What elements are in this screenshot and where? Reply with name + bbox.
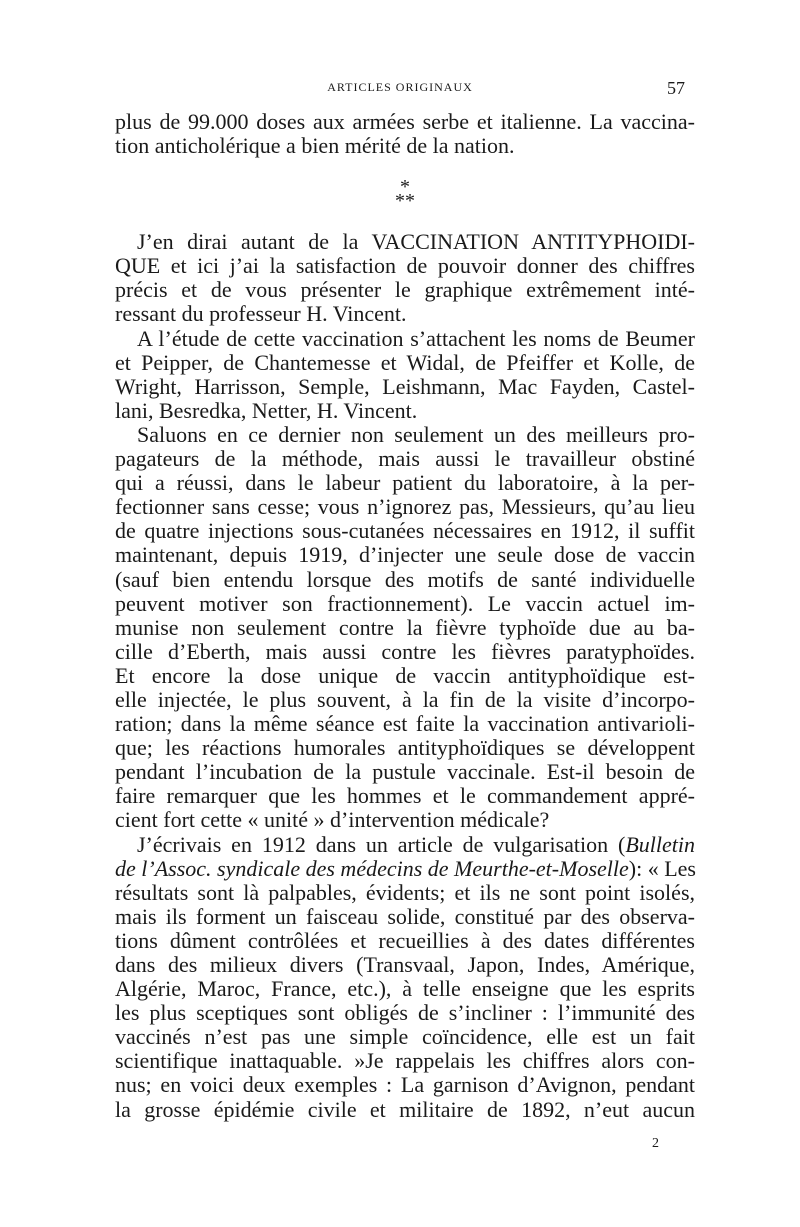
text-line: tions dûment contrôlées et recueillies à des dates différentes [115,927,695,953]
text-line: Saluons en ce dernier non seulement un des meilleurs pro- [137,421,695,447]
page-number: 57 [667,78,685,98]
text-line: ressant du professeur H. Vincent. [115,301,407,327]
text-line: Et encore la dose unique de vaccin antityphoïdique est- [115,662,695,688]
text-line: plus de 99.000 doses aux armées serbe et italienne. La vaccina- [115,109,695,134]
asterism: * ** [395,176,415,213]
text-line: nus; en voici deux exemples : La garnison d’Avignon, pendant [115,1072,695,1098]
text-line: A l’étude de cette vaccination s’attachent les noms de Beumer [137,325,695,351]
text-line: vaccinés n’est pas une simple coïncidence, elle est un fait [115,1024,695,1050]
text-line: (sauf bien entendu lorsque des motifs de santé individuelle [115,566,695,592]
signature-mark: 2 [652,1136,659,1151]
text-line: précis et de vous présenter le graphique extrêmement inté- [115,277,695,303]
text-line: que; les réactions humorales antityphoïdiques se développent [115,735,695,761]
text-line: maintenant, depuis 1919, d’injecter une seule dose de vaccin [115,542,695,568]
text-line-with-citation [115,833,695,857]
text-line: dans des milieux divers (Transvaal, Japon, Indes, Amérique, [115,952,695,977]
text-line: faire remarquer que les hommes et le commandement appré- [115,783,695,809]
citation-title: de l’Assoc. syndicale des médecins de Meurthe-et-Moselle [115,855,629,881]
text-line: Wright, Harrisson, Semple, Leishmann, Mac Fayden, Castel- [115,373,695,399]
text-line-with-citation [115,857,695,881]
text-line: pendant l’incubation de la pustule vaccinale. Est-il besoin de [115,759,695,785]
text-line: de quatre injections sous-cutanées nécessaires en 1912, il suffit [115,518,695,544]
text-line: cient fort cette « unité » d’intervention médicale? [115,807,550,833]
section-separator [115,158,695,230]
body-text [115,110,695,1122]
text-line: Algérie, Maroc, France, etc.), à telle enseigne que les esprits [115,976,695,1002]
text-line: J’en dirai autant de la VACCINATION ANTITYPHOIDI- [137,229,695,255]
text-line: peuvent motiver son fractionnement). Le vaccin actuel im- [115,590,695,616]
text-line: pagateurs de la méthode, mais aussi le travailleur obstiné [115,446,695,472]
text-line: la grosse épidémie civile et militaire de 1892, n’eut aucun [115,1096,695,1122]
text-line: ration; dans la même séance est faite la vaccination antivarioli- [115,711,695,737]
text-line: munise non seulement contre la fièvre typhoïde due au ba- [115,614,695,640]
text-fragment: ): « Les [628,855,696,881]
text-line: fectionner sans cesse; vous n’ignorez pas, Messieurs, qu’au lieu [115,494,695,520]
text-line: résultats sont là palpables, évidents; et ils ne sont point isolés, [115,879,695,905]
text-line: tion anticholérique a bien mérité de la nation. [115,133,515,159]
text-line: qui a réussi, dans le labeur patient du laboratoire, à la per- [115,470,695,496]
text-fragment: J’écrivais en 1912 dans un article de vulgarisation ( [137,831,626,857]
text-line: mais ils forment un faisceau solide, constitué par des observa- [115,903,695,929]
text-line: cille d’Eberth, mais aussi contre les fièvres paratyphoïdes. [115,638,695,664]
text-line: elle injectée, le plus souvent, à la fin de la visite d’incorpo- [115,686,695,712]
running-title: ARTICLES ORIGINAUX [327,80,473,94]
text-line: lani, Besredka, Netter, H. Vincent. [115,397,418,423]
text-line: les plus sceptiques sont obligés de s’incliner : l’immunité des [115,1000,695,1026]
text-line: QUE et ici j’ai la satisfaction de pouvoir donner des chiffres [115,253,695,279]
running-header [115,78,685,98]
text-line: scientifique inattaquable. »Je rappelais les chiffres alors con- [115,1048,695,1074]
citation-title: Bulletin [625,831,695,857]
text-line: et Peipper, de Chantemesse et Widal, de Pfeiffer et Kolle, de [115,349,695,375]
